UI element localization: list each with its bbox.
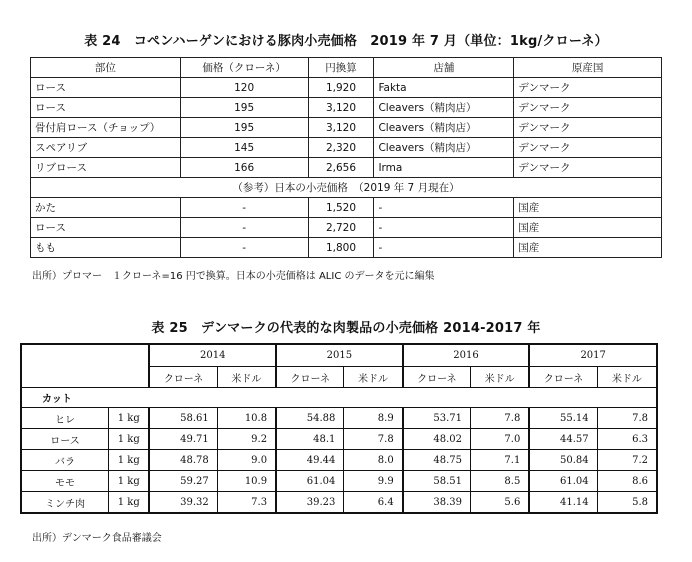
cell-origin: 国産 [514,218,662,238]
table-row [21,408,657,429]
year-2015: 2015 [276,344,403,367]
year-2017: 2017 [529,344,657,367]
unit: 1 kg [109,450,150,471]
table24-header-row [31,58,662,78]
cell-part: スペアリブ [31,138,181,158]
cut-name: ミンチ肉 [21,492,109,514]
reference-label-row [31,178,662,198]
table-row [31,158,662,178]
header-store: 店舗 [374,58,514,78]
table25-year-row [21,344,657,367]
cell-origin: デンマーク [514,78,662,98]
value-krone: 49.71 [149,429,217,450]
cell-store: Irma [374,158,514,178]
value-krone: 41.14 [529,492,597,514]
value-usd: 10.9 [217,471,276,492]
cut-name: ヒレ [21,408,109,429]
cell-price: 166 [180,158,308,178]
cell-price: - [180,198,308,218]
value-usd: 8.5 [471,471,530,492]
cut-name: ロース [21,429,109,450]
currency-usd: 米ドル [597,367,657,388]
currency-krone: クローネ [529,367,597,388]
cell-store: Cleavers（精肉店） [374,118,514,138]
table-row [31,198,662,218]
value-usd: 7.0 [471,429,530,450]
value-usd: 10.8 [217,408,276,429]
table25 [20,343,658,514]
value-usd: 6.4 [344,492,403,514]
cell-price: - [180,218,308,238]
currency-usd: 米ドル [471,367,530,388]
cell-origin: 国産 [514,238,662,258]
value-krone: 58.51 [403,471,471,492]
cell-yen: 3,120 [308,98,374,118]
cell-yen: 1,800 [308,238,374,258]
unit: 1 kg [109,471,150,492]
cell-yen: 3,120 [308,118,374,138]
currency-krone: クローネ [276,367,344,388]
currency-krone: クローネ [149,367,217,388]
cell-yen: 1,520 [308,198,374,218]
value-usd: 7.8 [344,429,403,450]
cut-label: カット [21,388,657,408]
cell-origin: デンマーク [514,118,662,138]
table25-corner-cell [21,344,149,388]
cut-name: モモ [21,471,109,492]
value-krone: 48.02 [403,429,471,450]
value-krone: 49.44 [276,450,344,471]
value-krone: 48.75 [403,450,471,471]
value-krone: 54.88 [276,408,344,429]
cell-origin: デンマーク [514,138,662,158]
value-usd: 7.8 [597,408,657,429]
cell-store: Cleavers（精肉店） [374,138,514,158]
value-krone: 53.71 [403,408,471,429]
unit: 1 kg [109,429,150,450]
value-krone: 59.27 [149,471,217,492]
value-usd: 7.8 [471,408,530,429]
cell-part: ロース [31,98,181,118]
value-usd: 7.1 [471,450,530,471]
table24 [30,57,662,258]
table-row [31,238,662,258]
cell-part: ロース [31,78,181,98]
value-krone: 44.57 [529,429,597,450]
table-row [21,492,657,514]
cell-origin: 国産 [514,198,662,218]
value-usd: 8.9 [344,408,403,429]
cell-yen: 2,320 [308,138,374,158]
value-krone: 48.78 [149,450,217,471]
cell-part: 骨付肩ロース（チョップ） [31,118,181,138]
table-row [31,138,662,158]
cell-store: - [374,198,514,218]
cell-yen: 1,920 [308,78,374,98]
cell-yen: 2,656 [308,158,374,178]
header-yen: 円換算 [308,58,374,78]
table25-source-note: 出所）デンマーク食品審議会 [32,533,162,544]
cell-store: - [374,238,514,258]
cell-origin: デンマーク [514,158,662,178]
table25-cut-row [21,388,657,408]
cell-part: もも [31,238,181,258]
value-usd: 8.0 [344,450,403,471]
value-usd: 9.9 [344,471,403,492]
cell-part: リブロース [31,158,181,178]
value-krone: 61.04 [276,471,344,492]
value-usd: 7.3 [217,492,276,514]
cell-origin: デンマーク [514,98,662,118]
cell-price: 120 [180,78,308,98]
currency-krone: クローネ [403,367,471,388]
cell-store: Cleavers（精肉店） [374,98,514,118]
currency-usd: 米ドル [344,367,403,388]
cell-price: 145 [180,138,308,158]
cell-store: - [374,218,514,238]
table24-source-note: 出所）プロマー １クローネ=16 円で換算。日本の小売価格は ALIC のデータを元に編集 [32,271,435,282]
cell-store: Fakta [374,78,514,98]
value-krone: 38.39 [403,492,471,514]
value-usd: 9.0 [217,450,276,471]
cell-yen: 2,720 [308,218,374,238]
table24-title: 表 24 コペンハーゲンにおける豚肉小売価格 2019 年 7 月（単位：1kg/クローネ） [84,34,608,49]
cut-name: バラ [21,450,109,471]
year-2016: 2016 [403,344,530,367]
table-row [31,98,662,118]
header-price: 価格（クローネ） [180,58,308,78]
table-row [31,118,662,138]
value-krone: 39.23 [276,492,344,514]
value-usd: 9.2 [217,429,276,450]
cell-part: かた [31,198,181,218]
table-row [21,429,657,450]
value-krone: 61.04 [529,471,597,492]
table-row [31,218,662,238]
unit: 1 kg [109,492,150,514]
value-usd: 7.2 [597,450,657,471]
unit: 1 kg [109,408,150,429]
table25-title: 表 25 デンマークの代表的な肉製品の小売価格 2014-2017 年 [151,321,541,336]
year-2014: 2014 [149,344,276,367]
cell-part: ロース [31,218,181,238]
value-krone: 58.61 [149,408,217,429]
cell-price: - [180,238,308,258]
value-krone: 48.1 [276,429,344,450]
reference-label: （参考）日本の小売価格 （2019 年 7 月現在） [31,178,662,198]
value-krone: 39.32 [149,492,217,514]
header-part: 部位 [31,58,181,78]
header-origin: 原産国 [514,58,662,78]
value-krone: 50.84 [529,450,597,471]
value-usd: 5.8 [597,492,657,514]
cell-price: 195 [180,118,308,138]
value-usd: 5.6 [471,492,530,514]
cell-price: 195 [180,98,308,118]
table-row [21,471,657,492]
value-krone: 55.14 [529,408,597,429]
currency-usd: 米ドル [217,367,276,388]
table-row [21,450,657,471]
value-usd: 8.6 [597,471,657,492]
table-row [31,78,662,98]
value-usd: 6.3 [597,429,657,450]
